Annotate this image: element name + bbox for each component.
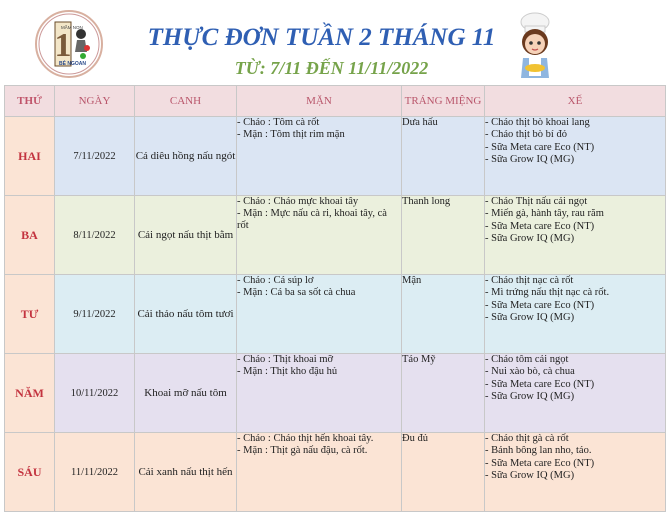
afternoon-line: - Sữa Grow IQ (MG) (485, 232, 575, 244)
table-row (5, 196, 666, 275)
afternoon-line: - Sữa Meta care Eco (NT) (485, 220, 595, 232)
afternoon-line: - Sữa Meta care Eco (NT) (485, 457, 595, 469)
dessert-cell: Thanh long (402, 196, 485, 275)
column-header-afternoon: XẾ (485, 86, 666, 117)
column-header-main-dish: MẶN (237, 86, 402, 117)
dessert-cell: Táo Mỹ (402, 354, 485, 433)
afternoon-line: - Nui xào bò, cà chua (485, 366, 575, 378)
table-header-row (5, 86, 666, 117)
table-row (5, 275, 666, 354)
date-cell: 11/11/2022 (55, 433, 135, 512)
main-dish-line: - Cháo : Tôm cà rốt (237, 117, 320, 128)
afternoon-line: - Cháo thịt bò bí đỏ (485, 129, 567, 141)
column-header-date: NGÀY (55, 86, 135, 117)
soup-cell: Cải thảo nấu tôm tươi (135, 275, 237, 354)
table-row (5, 433, 666, 512)
main-dish-cell (237, 196, 402, 275)
main-dish-line: - Mặn : Tôm thịt rim mặn (237, 129, 345, 140)
column-header-soup: CANH (135, 86, 237, 117)
soup-cell: Cá diêu hồng nấu ngót (135, 117, 237, 196)
column-header-day: THỨ (5, 86, 55, 117)
main-dish-line: - Mặn : Thịt gà nấu đậu, cà rốt. (237, 445, 368, 456)
soup-cell: Cải xanh nấu thịt hến (135, 433, 237, 512)
date-cell: 7/11/2022 (55, 117, 135, 196)
afternoon-line: - Sữa Grow IQ (MG) (485, 311, 575, 323)
afternoon-cell (485, 117, 666, 196)
main-dish-line: - Cháo : Cháo thịt hến khoai tây. (237, 433, 374, 444)
main-dish-cell (237, 433, 402, 512)
date-cell: 9/11/2022 (55, 275, 135, 354)
afternoon-line: - Miến gà, hành tây, rau răm (485, 208, 604, 220)
date-cell: 10/11/2022 (55, 354, 135, 433)
day-cell: TƯ (5, 275, 55, 354)
afternoon-line: - Cháo thịt nạc cà rốt (485, 275, 574, 286)
logo-text-top: MẦM NON (61, 25, 83, 30)
day-cell: SÁU (5, 433, 55, 512)
main-dish-line: - Cháo : Cá súp lơ (237, 275, 314, 286)
afternoon-line: - Mì trứng nấu thịt nạc cà rốt. (485, 287, 610, 299)
dessert-cell: Đu đủ (402, 433, 485, 512)
afternoon-line: - Sữa Grow IQ (MG) (485, 390, 575, 402)
main-dish-cell (237, 354, 402, 433)
afternoon-cell (485, 433, 666, 512)
table-row (5, 117, 666, 196)
date-cell: 8/11/2022 (55, 196, 135, 275)
day-cell: HAI (5, 117, 55, 196)
date-range-subtitle: TỪ: 7/11 ĐẾN 11/11/2022 (234, 58, 429, 78)
afternoon-line: - Cháo thịt bò khoai lang (485, 117, 590, 128)
afternoon-cell (485, 196, 666, 275)
weekly-menu-table (4, 85, 666, 512)
column-header-dessert: TRÁNG MIỆNG (402, 86, 485, 117)
main-dish-line: - Mặn : Cá ba sa sốt cà chua (237, 287, 356, 298)
soup-cell: Khoai mỡ nấu tôm (135, 354, 237, 433)
main-dish-line: - Mặn : Thịt kho đậu hủ (237, 366, 338, 377)
afternoon-line: - Sữa Meta care Eco (NT) (485, 299, 595, 311)
afternoon-line: - Sữa Meta care Eco (NT) (485, 141, 595, 153)
afternoon-line: - Sữa Meta care Eco (NT) (485, 378, 595, 390)
afternoon-line: - Bánh bông lan nho, táo. (485, 445, 592, 457)
afternoon-line: - Sữa Grow IQ (MG) (485, 469, 575, 481)
page-title: THỰC ĐƠN TUẦN 2 THÁNG 11 (147, 24, 496, 51)
afternoon-cell (485, 275, 666, 354)
table-row (5, 354, 666, 433)
main-dish-line: - Mặn : Mực nấu cà ri, khoai tây, cà rốt (237, 208, 387, 231)
main-dish-line: - Cháo : Cháo mực khoai tây (237, 196, 359, 207)
soup-cell: Cải ngọt nấu thịt bằm (135, 196, 237, 275)
main-dish-cell (237, 117, 402, 196)
afternoon-line: - Cháo Thịt nấu cải ngọt (485, 196, 588, 207)
afternoon-line: - Sữa Grow IQ (MG) (485, 153, 575, 165)
main-dish-line: - Cháo : Thịt khoai mỡ (237, 354, 334, 365)
afternoon-line: - Cháo thịt gà cà rốt (485, 433, 569, 444)
afternoon-cell (485, 354, 666, 433)
dessert-cell: Mận (402, 275, 485, 354)
afternoon-line: - Cháo tôm cải ngọt (485, 354, 569, 365)
logo-number: 1 (54, 27, 72, 64)
main-dish-cell (237, 275, 402, 354)
logo-text-bottom: BÉ NGOAN (59, 61, 86, 67)
day-cell: BA (5, 196, 55, 275)
dessert-cell: Dưa hấu (402, 117, 485, 196)
day-cell: NĂM (5, 354, 55, 433)
